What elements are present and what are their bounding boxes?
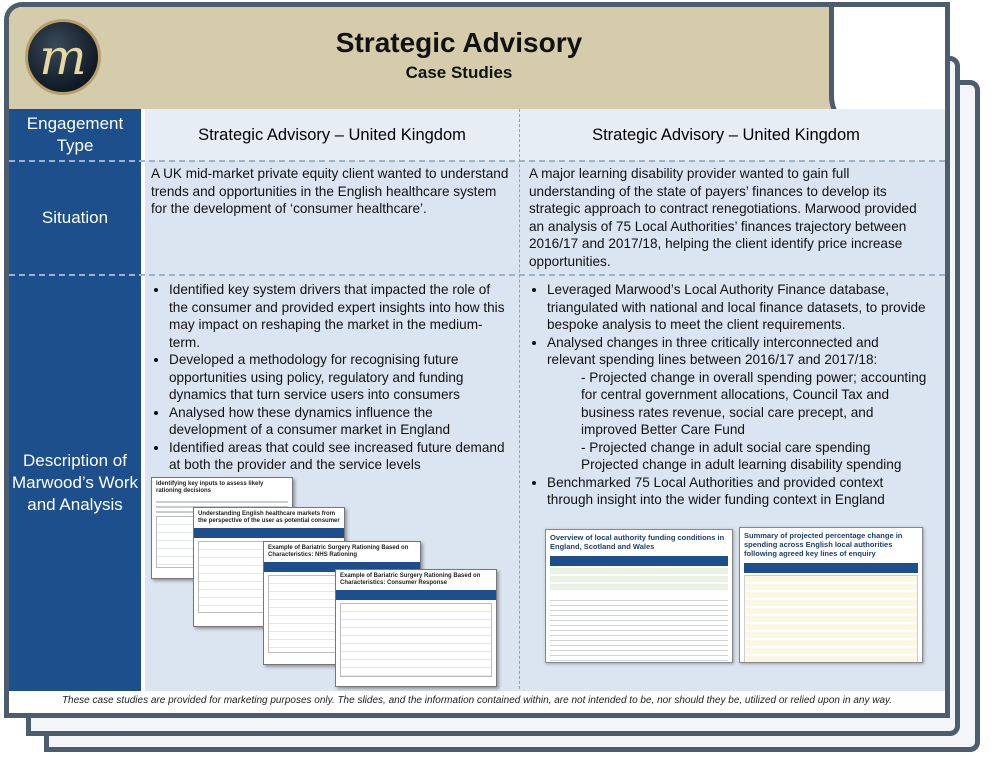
slide-thumbnail: Example of Bariatric Surgery Rationing Based on Characteristics: Consumer Response <box>335 569 497 687</box>
column-divider <box>519 109 520 699</box>
list-item: • Benchmarked 75 Local Authorities and provided context through insight into the wider funding context in England <box>547 474 929 509</box>
list-item: • Developed a methodology for recognising future opportunities using policy, regulatory and funding dynamics that turn service users into consumers <box>169 351 505 404</box>
slide-thumbnail: Identifying key inputs to assess likely rationing decisions <box>151 477 293 579</box>
list-item: • Analysed changes in three critically interconnected and relevant spending lines between 2016/17 and 2017/18: - Projected change in overall spending power; accounting for central government allocations, Council Tax and business rates revenue, social care precept, and improved Better Care Fund - Projected change in adult social care spending Projected change in adult learning disability spending <box>547 334 929 474</box>
page-title: Strategic Advisory <box>335 27 583 58</box>
list-item: • Identified key system drivers that impacted the role of the consumer and provided expert insights into how this may impact on reshaping the market in the medium-term. <box>169 281 505 351</box>
disclaimer-footer: These case studies are provided for marketing purposes only. The slides, and the information contained within, are not intended to be, nor should they be, utilized or relied upon in any way. <box>9 691 945 713</box>
left-situation-text: A UK mid-market private equity client wanted to understand trends and opportunities in the English healthcare system for the development of ‘consumer healthcare’. <box>151 166 509 216</box>
sub-item: - Projected change in adult social care spending <box>581 439 871 455</box>
slide-thumbnail: Example of Bariatric Surgery Rationing Based on Characteristics: NHS Rationing <box>263 541 421 665</box>
header-banner <box>9 7 945 109</box>
right-description <box>529 281 929 509</box>
page-subtitle: Case Studies <box>405 63 513 82</box>
row-divider <box>9 274 945 276</box>
slide-thumbnail: Overview of local authority funding conditions in England, Scotland and Wales <box>545 529 733 663</box>
engagement-type-label: Engagement Type <box>9 109 141 161</box>
case-study-page <box>4 2 950 718</box>
slide-thumbnail: Understanding English healthcare markets from the perspective of the user as potential consumer <box>193 507 345 627</box>
list-item: • Leveraged Marwood’s Local Authority Finance database, triangulated with national and local finance datasets, to provide bespoke analysis to meet the client requirements. <box>547 281 929 334</box>
situation-label: Situation <box>9 161 141 275</box>
marwood-logo: m <box>25 19 101 95</box>
sub-item: Projected change in adult learning disability spending <box>581 457 902 472</box>
left-description <box>151 281 505 474</box>
left-engagement-title: Strategic Advisory – United Kingdom <box>198 125 466 144</box>
list-item: • Analysed how these dynamics influence the development of a consumer market in England <box>169 404 505 439</box>
right-situation-text: A major learning disability provider wanted to gain full understanding of the state of payers’ finances to develop its strategic approach to contract renegotiations. Marwood provided an analysis of 75 Local Authorities’ finances trajectory between 2016/17 and 2017/18, helping the client identify price increase opportunities. <box>529 166 917 269</box>
description-label: Description of Marwood’s Work and Analysis <box>9 275 141 691</box>
list-item: • Identified areas that could see increased future demand at both the provider and the service levels <box>169 439 505 474</box>
slide-thumbnail: Summary of projected percentage change in spending across English local authorities following agreed key lines of enquiry <box>739 527 923 663</box>
sub-item: - Projected change in overall spending power; accounting for central government allocations, Council Tax and business rates revenue, social care precept, and improved Better Care Fund <box>581 369 927 437</box>
right-engagement-title: Strategic Advisory – United Kingdom <box>592 125 860 144</box>
